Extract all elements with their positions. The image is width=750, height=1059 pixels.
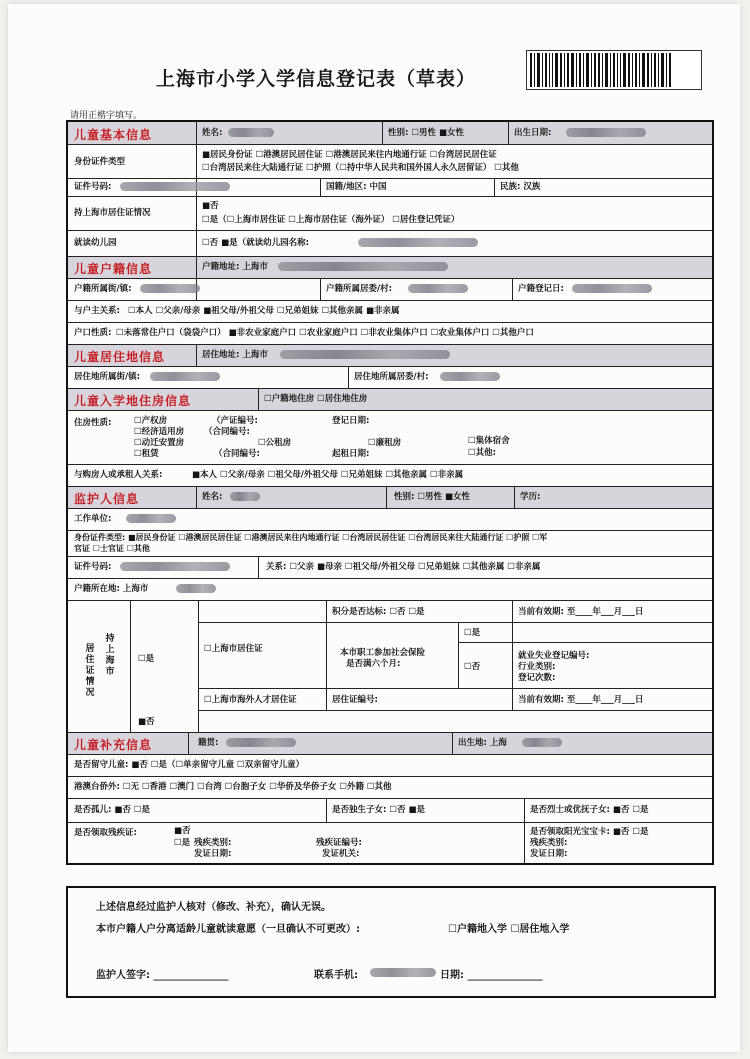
- redacted-native-place: [226, 738, 296, 747]
- guardian-huji-label: 户籍所在地: 上海市: [74, 584, 149, 594]
- redacted-huji-street: [140, 284, 200, 293]
- redacted-name: [228, 128, 274, 137]
- public-rental: ☐公租房: [258, 438, 292, 448]
- redacted-huji-address: [278, 262, 448, 271]
- guardian-relation: 关系: ☐父亲 ■母亲 ☐祖父母/外祖父母 ☐兄弟姐妹 ☐其他亲属 ☐非亲属: [266, 562, 541, 572]
- redacted-guardian-name: [230, 492, 260, 501]
- guardian-id-type-1: 身份证件类型: ■居民身份证 ☐港澳居民居住证 ☐港澳居民来往内地通行证 ☐台湾居民居住证 ☐台湾居民来往大陆通行证 ☐护照 ☐军: [74, 533, 548, 542]
- huji-street-label: 户籍所属街/镇:: [74, 284, 132, 294]
- date-field[interactable]: 日期: _______________: [440, 970, 543, 981]
- redacted-residence-address: [280, 350, 450, 359]
- id-number-label: 证件号码:: [74, 182, 112, 192]
- birthplace: 出生地: 上海: [458, 738, 507, 748]
- huji-village-label: 户籍所属居委/村:: [326, 284, 393, 294]
- residence-street-label: 居住地所属街/镇:: [74, 372, 141, 382]
- page-title: 上海市小学入学信息登记表（草表）: [156, 68, 477, 90]
- section-child-huji: 儿童户籍信息: [74, 262, 153, 276]
- residence-permit-no: ■否: [202, 201, 219, 211]
- residence-village-label: 居住地所属居委/村:: [354, 372, 429, 382]
- residence-permit-label: 持上海市居住证情况: [74, 208, 151, 218]
- native-place-label: 籍贯:: [198, 738, 219, 748]
- kindergarten-value: ☐否 ■是（就读幼儿园名称:: [202, 238, 310, 248]
- permit-number-label: 居住证编号:: [332, 695, 378, 705]
- ethnicity: 民族: 汉族: [500, 182, 541, 192]
- disability-yes: ☐是: [174, 838, 191, 848]
- disability-authority: 发证机关:: [322, 849, 360, 859]
- martyr-status: 是否烈士或优抚子女: ■否 ☐是: [530, 805, 649, 815]
- sunshine-type: 残疾类别:: [530, 838, 568, 848]
- housing-relocation: ☐动迁安置房: [134, 438, 185, 448]
- sunshine-date: 发证日期:: [530, 849, 568, 859]
- talent-permit: ☐上海市海外人才居住证: [204, 695, 297, 705]
- housing-location-options: ☐户籍地住房 ☐居住地住房: [264, 394, 368, 404]
- guardian-gender: 性别: ☐男性 ■女性: [394, 492, 470, 502]
- redacted-id-number: [120, 182, 230, 191]
- shade-guardian: [68, 486, 712, 508]
- section-supplement: 儿童补充信息: [74, 738, 153, 752]
- shade-supplement: [68, 732, 712, 754]
- redacted-huji-regdate: [572, 284, 652, 293]
- section-child-residence: 儿童居住地信息: [74, 350, 166, 364]
- section-child-basic: 儿童基本信息: [74, 128, 153, 142]
- insurance-no: ☐否: [464, 662, 481, 672]
- residence-address-label: 居住地址: 上海市: [202, 350, 268, 360]
- redacted-workplace: [126, 514, 176, 523]
- dormitory: ☐集体宿舍: [468, 436, 510, 446]
- redacted-residence-street: [150, 372, 220, 381]
- hukou-type-label: 户口性质:: [74, 328, 112, 338]
- housing-other: ☐其他:: [468, 448, 497, 458]
- housing-rental: ☐租赁: [134, 449, 159, 459]
- rent-start-label: 起租日期:: [332, 449, 370, 459]
- permit-vertical-label-2: 持上海市: [105, 634, 115, 677]
- only-child-status: 是否独生子女: ☐否 ■是: [332, 805, 425, 815]
- contact-phone-label: 联系手机:: [314, 970, 358, 981]
- social-insurance-label-1: 本市职工参加社会保险: [340, 648, 426, 658]
- buyer-relation-label: 与购房人或承租人关系:: [74, 470, 163, 480]
- confirm-statement: 上述信息经过监护人核对（修改、补充），确认无误。: [96, 902, 331, 913]
- guardian-id-type-2: 官证 ☐士官证 ☐其他: [74, 544, 150, 553]
- guardian-permit-yes: ☐是: [138, 654, 155, 664]
- sunshine-card: 是否领取阳光宝宝卡: ■否 ☐是: [530, 827, 649, 837]
- child-dob-label: 出生日期:: [514, 128, 552, 138]
- disability-no: ■否: [174, 826, 191, 836]
- redacted-residence-village: [440, 372, 500, 381]
- redacted-guardian-huji: [176, 584, 216, 593]
- housing-affordable: ☐经济适用房: [134, 427, 185, 437]
- permit-vertical-label-1: 居住证情况: [85, 644, 95, 698]
- buyer-relation-options: ■本人 ☐父亲/母亲 ☐祖父母/外祖父母 ☐兄弟姐妹 ☐其他亲属 ☐非亲属: [192, 470, 464, 480]
- orphan-status: 是否孤儿: ■否 ☐是: [74, 805, 150, 815]
- disability-cert-label: 是否领取残疾证:: [74, 828, 137, 838]
- nationality: 国籍/地区: 中国: [326, 182, 387, 192]
- redacted-huji-village: [408, 284, 468, 293]
- enrollment-intent-options[interactable]: ☐户籍地入学 ☐居住地入学: [448, 924, 570, 935]
- residence-permit-yes: ☐是（☐上海市居住证 ☐上海市居住证（海外证） ☐居住登记凭证）: [202, 215, 460, 225]
- left-behind-child: 是否留守儿童: ■否 ☐是（☐单亲留守儿童 ☐双亲留守儿童）: [74, 760, 305, 770]
- barcode: [526, 50, 702, 90]
- sh-residence-permit: ☐上海市居住证: [204, 644, 263, 654]
- section-guardian: 监护人信息: [74, 492, 140, 506]
- low-rent-housing: ☐廉租房: [368, 438, 402, 448]
- housing-nature-label: 住房性质:: [74, 418, 112, 428]
- main-form: [66, 120, 714, 865]
- redacted-phone: [370, 968, 436, 977]
- contract-no-label: （合同编号:: [204, 427, 250, 437]
- guardian-name-label: 姓名:: [202, 492, 223, 502]
- rental-contract-label: （合同编号:: [214, 449, 260, 459]
- hukou-type-options: ☐未落常住户口（袋袋户口） ■非农业家庭户口 ☐农业家庭户口 ☐非农业集体户口 ☐农业集体户口 ☐其他户口: [116, 328, 534, 338]
- redacted-kindergarten: [358, 238, 478, 247]
- instruction-note: 请用正楷字填写。: [70, 111, 143, 121]
- section-housing: 儿童入学地住房信息: [74, 394, 192, 408]
- disability-issue-date: 发证日期:: [194, 849, 232, 859]
- huji-regdate-label: 户籍登记日:: [518, 284, 564, 294]
- permit-validity-1: 当前有效期: 至____年___月___日: [518, 607, 644, 617]
- redacted-dob: [566, 128, 646, 137]
- registration-count: 登记次数:: [518, 673, 556, 683]
- disability-type-label: 残疾类别:: [194, 838, 232, 848]
- householder-relation-options: ☐本人 ☐父亲/母亲 ■祖父母/外祖父母 ☐兄弟姐妹 ☐其他亲属 ■非亲属: [128, 306, 400, 316]
- redacted-guardian-id: [120, 562, 230, 571]
- child-gender: 性别: ☐男性 ■女性: [388, 128, 464, 138]
- guardian-workplace-label: 工作单位:: [74, 514, 112, 524]
- id-type-options-2: ☐台湾居民来往大陆通行证 ☐护照（☐持中华人民共和国外国人永久居留证） ☐其他: [202, 163, 519, 173]
- enrollment-intent-label: 本市户籍人户分离适龄儿童就读意愿（一旦确认不可更改）:: [96, 924, 360, 935]
- register-date-label: 登记日期:: [332, 416, 370, 426]
- guardian-signature[interactable]: 监护人签字: _______________: [96, 970, 229, 981]
- overseas-status: 港澳台侨外: ☐无 ☐香港 ☐澳门 ☐台湾 ☐台胞子女 ☐华侨及华侨子女 ☐外籍 ☐其他: [74, 782, 392, 792]
- id-type-label: 身份证件类型: [74, 157, 126, 167]
- redacted-birthplace: [522, 738, 562, 747]
- housing-ownership: ☐产权房: [134, 416, 168, 426]
- insurance-yes: ☐是: [464, 628, 481, 638]
- industry-category: 行业类别:: [518, 662, 556, 672]
- confirmation-box: [66, 886, 716, 998]
- guardian-education: 学历:: [520, 492, 541, 502]
- disability-cert-no: 残疾证编号:: [316, 838, 362, 848]
- kindergarten-label: 就读幼儿园: [74, 238, 117, 248]
- householder-relation-label: 与户主关系:: [74, 306, 120, 316]
- child-name-label: 姓名:: [202, 128, 223, 138]
- id-type-options-1: ■居民身份证 ☐港澳居民居住证 ☐港澳居民来往内地通行证 ☐台湾居民居住证: [202, 150, 497, 160]
- property-cert-label: （产证编号:: [212, 416, 258, 426]
- guardian-permit-no: ■否: [138, 717, 155, 727]
- points-qualified: 积分是否达标: ☐否 ☐是: [332, 607, 425, 617]
- employment-reg-no: 就业失业登记编号:: [518, 651, 590, 661]
- guardian-id-number-label: 证件号码:: [74, 562, 112, 572]
- huji-address-label: 户籍地址: 上海市: [202, 262, 268, 272]
- social-insurance-label-2: 是否满六个月:: [346, 659, 401, 669]
- permit-validity-2: 当前有效期: 至____年___月___日: [518, 695, 644, 705]
